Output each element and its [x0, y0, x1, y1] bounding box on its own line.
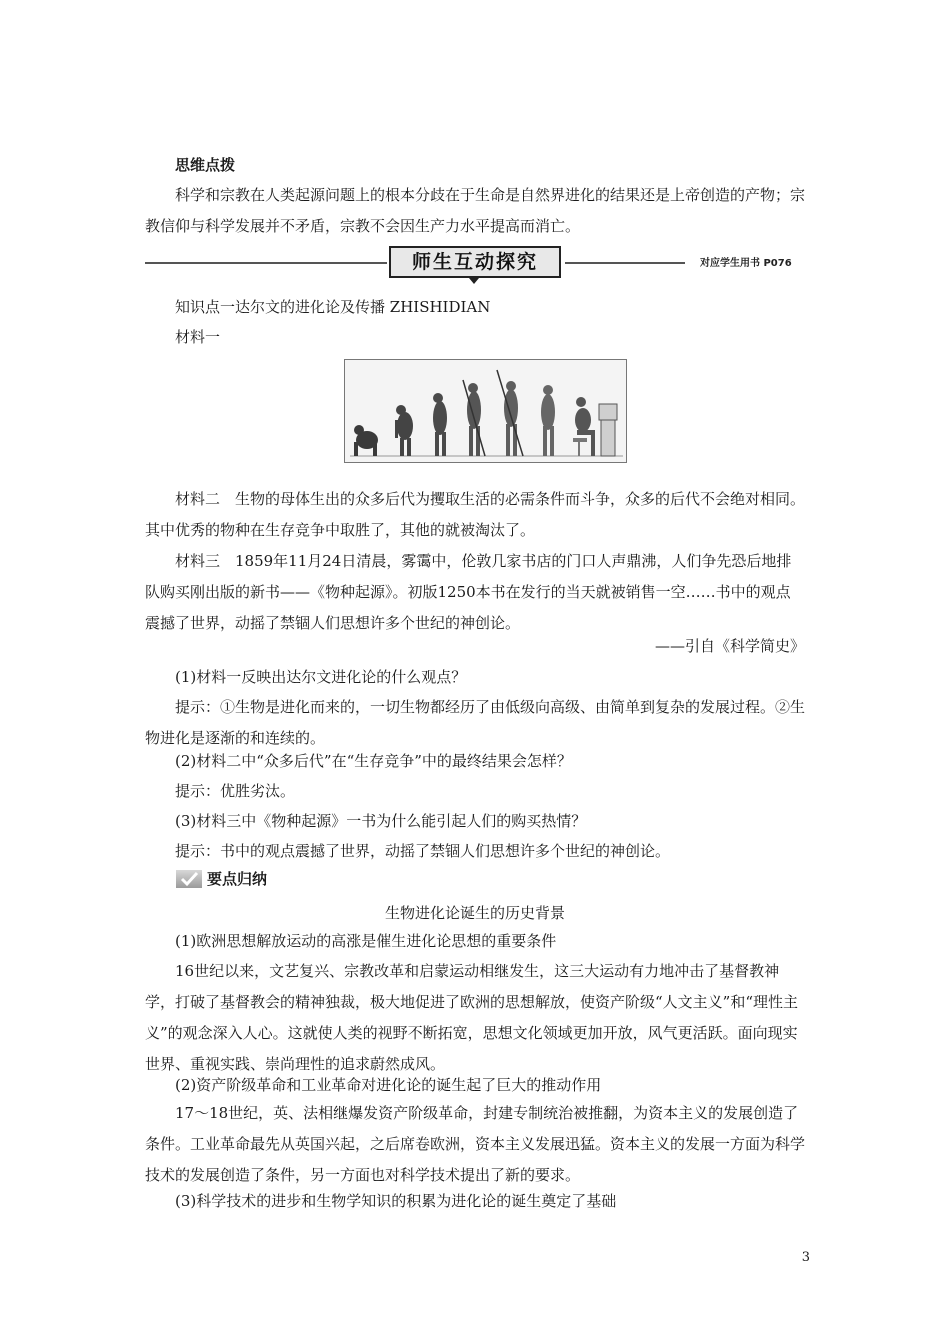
- summary-p2-title: (2)资产阶级革命和工业革命对进化论的诞生起了巨大的推动作用: [175, 1076, 602, 1094]
- check-icon: [176, 870, 202, 888]
- summary-p1-text: 16世纪以来，文艺复兴、宗教改革和启蒙运动相继发生，这三大运动有力地冲击了基督教神学，打破了基督教会的精神独裁，极大地促进了欧洲的思想解放，使资产阶级“人文主义”和“理性主义”的观念深入人心。这就使人类的视野不断拓宽，思想文化领域更加开放，风气更活跃。面向现实世界、重视实践、崇尚理性的追求蔚然成风。: [145, 962, 799, 1073]
- banner-reference: 对应学生用书 P076: [700, 258, 792, 269]
- summary-label: 要点归纳: [207, 870, 268, 888]
- question-3: (3)材料三中《物种起源》一书为什么能引起人们的购买热情？: [175, 812, 587, 830]
- summary-p3-title: (3)科学技术的进步和生物学知识的积累为进化论的诞生奠定了基础: [175, 1192, 617, 1210]
- banner-right-rule: [565, 262, 685, 264]
- thinking-title: 思维点拨: [175, 156, 236, 174]
- summary-heading: 生物进化论诞生的历史背景: [384, 904, 565, 922]
- question-1: (1)材料一反映出达尔文进化论的什么观点？: [175, 668, 467, 686]
- banner-title: 师生互动探究: [389, 246, 561, 278]
- material3-source: ——引自《科学简史》: [654, 637, 805, 655]
- summary-p1-title: (1)欧洲思想解放运动的高涨是催生进化论思想的重要条件: [175, 932, 557, 950]
- section-banner: [145, 244, 805, 284]
- banner-left-rule: [145, 262, 387, 264]
- human-evolution-figure-icon: [344, 359, 627, 463]
- thinking-text: 科学和宗教在人类起源问题上的根本分歧在于生命是自然界进化的结果还是上帝创造的产物；宗教信仰与科学发展并不矛盾，宗教不会因生产力水平提高而消亡。: [145, 186, 806, 235]
- knowledge-point-title: 知识点一达尔文的进化论及传播 ZHISHIDIAN: [175, 298, 491, 316]
- banner-pointer-icon: [469, 278, 479, 284]
- answer-1: 提示：①生物是进化而来的，一切生物都经历了由低级向高级、由简单到复杂的发展过程。②生物进化是逐渐的和连续的。: [145, 698, 806, 747]
- summary-p2-text: 17～18世纪，英、法相继爆发资产阶级革命，封建专制统治被推翻，为资本主义的发展创造了条件。工业革命最先从英国兴起，之后席卷欧洲，资本主义发展迅猛。资本主义的发展一方面为科学技术的发展创造了条件，另一方面也对科学技术提出了新的要求。: [145, 1104, 806, 1184]
- summary-header: [172, 866, 372, 892]
- material1-label: 材料一: [175, 328, 221, 346]
- material3-text: 材料三 1859年11月24日清晨，雾霭中，伦敦几家书店的门口人声鼎沸，人们争先恐后地排队购买刚出版的新书——《物种起源》。初版1250本书在发行的当天就被销售一空……书中的观点震撼了世界，动摇了禁锢人们思想许多个世纪的神创论。: [145, 552, 792, 632]
- answer-2: 提示：优胜劣汰。: [175, 782, 296, 800]
- question-2: (2)材料二中“众多后代”在“生存竞争”中的最终结果会怎样？: [175, 752, 572, 770]
- page-number: 3: [801, 1250, 810, 1265]
- material2-text: 材料二 生物的母体生出的众多后代为攫取生活的必需条件而斗争，众多的后代不会绝对相同。其中优秀的物种在生存竞争中取胜了，其他的就被淘汰了。: [145, 490, 806, 539]
- answer-3: 提示：书中的观点震撼了世界，动摇了禁锢人们思想许多个世纪的神创论。: [175, 842, 671, 860]
